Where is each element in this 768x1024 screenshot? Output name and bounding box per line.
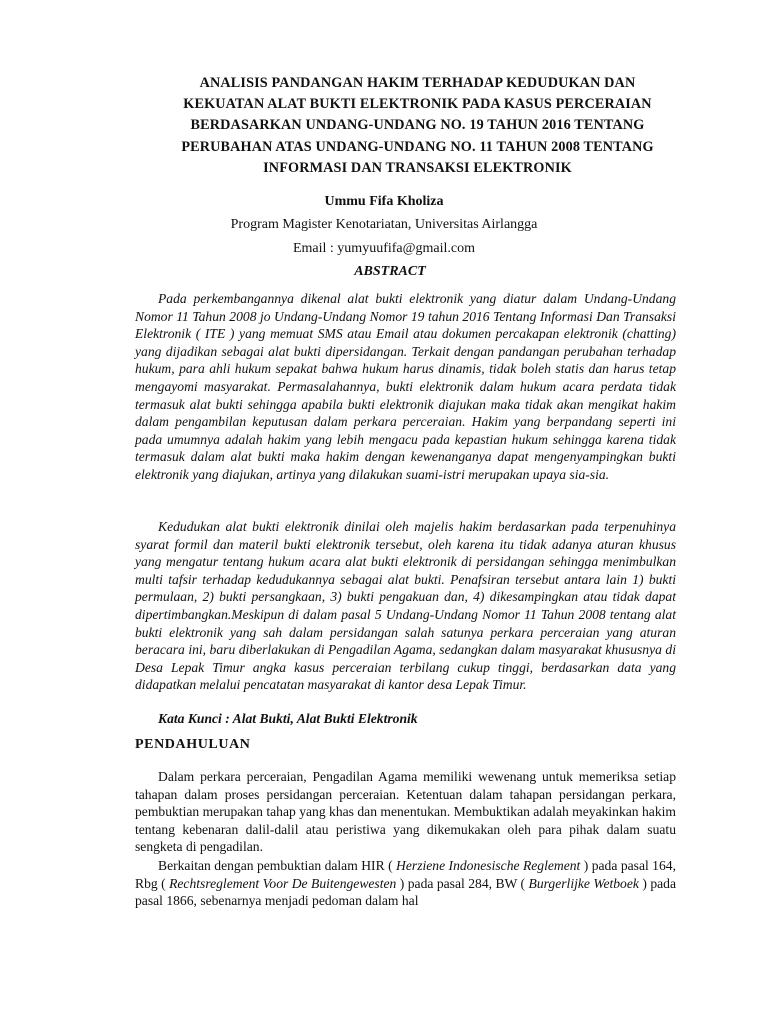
legal-code-name: Burgerlijke Wetboek: [528, 875, 639, 891]
paragraph-text: ) pada pasal 164, Rbg (: [135, 858, 676, 891]
abstract-paragraph: Pada perkembangannya dikenal alat bukti elektronik yang diatur dalam Undang-Undang Nomor 11 Tahun 2008 jo Undang-Undang Nomor 19 tahun 2016 Tentang Informasi Dan Transaksi Elektronik ( ITE ) yang memuat SMS atau Email atau dokumen percakapan elektronik (chatting) yang dijadikan sebagai alat bukti dipersidangan. Terkait dengan pandangan perubahan terhadap hukum, para ahli hukum sepakat bahwa hukum harus dinamis, tidak boleh statis dan harus tetap mengayomi masyarakat. Permasalahannya, bukti elektronik dalam hukum acara perdata tidak termasuk alat bukti sehingga apabila bukti elektronik diajukan maka tidak akan mengikat hakim dalam pengambilan keputusan dalam perkara perceraian. Hakim yang berpandang seperti ini pada umumnya adalah hakim yang lebih mengacu pada kepastian hukum sehingga karena tidak termasuk dalam alat bukti maka hakim dengan kewenanganya dapat mengenyampingkan bukti elektronik yang diajukan, artinya yang dilakukan suami-istri merupakan upaya sia-sia.: [135, 291, 676, 482]
paper-title: [120, 73, 715, 179]
section-heading: PENDAHULUAN: [135, 737, 251, 752]
paragraph-text: ) pada pasal 1866, sebenarnya menjadi pedoman dalam hal: [135, 875, 677, 909]
author-email: Email : yumyuufifa@gmail.com: [292, 241, 476, 256]
title-line: PERUBAHAN ATAS UNDANG-UNDANG NO. 11 TAHUN 2008 TENTANG: [181, 138, 654, 155]
title-line: INFORMASI DAN TRANSAKSI ELEKTRONIK: [263, 159, 572, 176]
title-line: KEKUATAN ALAT BUKTI ELEKTRONIK PADA KASUS PERCERAIAN: [183, 96, 652, 113]
author-affiliation: Program Magister Kenotariatan, Universitas Airlangga: [230, 217, 538, 232]
abstract-heading: ABSTRACT: [354, 264, 426, 279]
legal-code-name: Herziene Indonesische Reglement: [396, 858, 581, 873]
paragraph-text: Berkaitan dengan pembuktian dalam HIR (: [158, 858, 397, 873]
author-name: Ummu Fifa Kholiza: [324, 194, 444, 209]
paragraph-text: ) pada pasal 284, BW (: [396, 875, 529, 891]
title-line: ANALISIS PANDANGAN HAKIM TERHADAP KEDUDUKAN DAN: [199, 75, 636, 91]
legal-code-name: Rechtsreglement Voor De Buitengewesten: [169, 875, 397, 891]
keywords: Kata Kunci : Alat Bukti, Alat Bukti Elektronik: [158, 711, 418, 726]
body-paragraph: Dalam perkara perceraian, Pengadilan Agama memiliki wewenang untuk memeriksa setiap tahapan dalam proses persidangan perceraian. Ketentuan dalam tahapan persidangan perkara, pembuktian merupakan tahap yang khas dan menentukan. Membuktikan adalah meyakinkan hakim tentang kebenaran dalil-dalil atau peristiwa yang dikemukakan oleh para pihak dalam suatu sengketa di pengadilan.: [135, 769, 676, 855]
title-line: BERDASARKAN UNDANG-UNDANG NO. 19 TAHUN 2016 TENTANG: [190, 117, 645, 134]
abstract-paragraph: Kedudukan alat bukti elektronik dinilai oleh majelis hakim berdasarkan pada terpenuhinya syarat formil dan materil bukti elektronik tersebut, oleh karena itu tidak adanya aturan khusus yang mengatur tentang hukum acara alat bukti elektronik di persidangan sehingga menimbulkan multi tafsir terhadap kedudukannya sebagai alat bukti. Penafsiran tersebut antara lain 1) bukti permulaan, 2) bukti persangkaan, 3) bukti pengakuan dan, 4) dikesampingkan atau tidak dapat dipertimbangkan.Meskipun di dalam pasal 5 Undang-Undang Nomor 11 Tahun 2008 tentang alat bukti elektronik yang sah dalam persidangan salah satunya perkara perceraian yang aturan beracara ini, baru diberlakukan di Pengadilan Agama, sedangkan dalam masyarakat khususnya di Desa Lepak Timur angka kasus perceraian terbilang cukup tinggi, berdasarkan data yang didapatkan melalui pencatatan masyarakat di kantor desa Lepak Timur.: [135, 519, 676, 693]
body-paragraph: [135, 857, 676, 910]
